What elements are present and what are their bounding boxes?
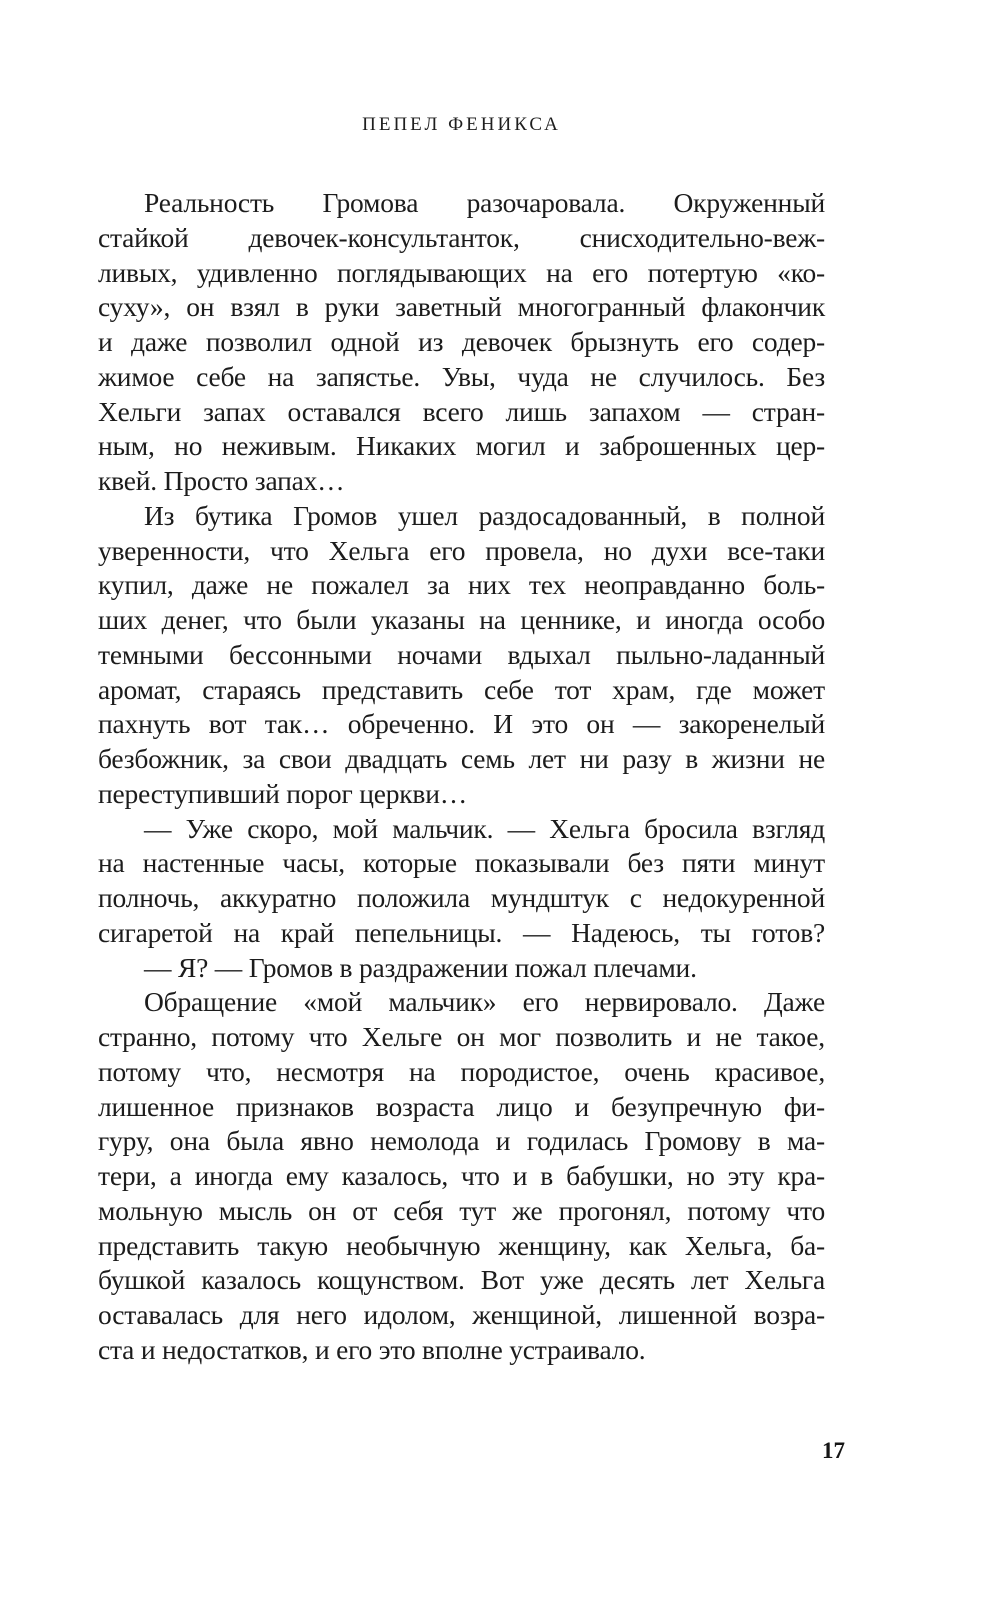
text-line: безбожник, за свои двадцать семь лет ни разу в жизни не: [98, 743, 825, 774]
text-line: пахнуть вот так… обреченно. И это он — закоренелый: [98, 708, 825, 740]
page-body: [98, 186, 825, 1368]
text-line: темными бессонными ночами вдыхал пыльно-ладанный: [98, 638, 825, 670]
paragraph: [98, 186, 825, 499]
text-line: потому что, несмотря на породистое, очень красивое,: [98, 1055, 825, 1087]
text-line: оставалась для него идолом, женщиной, лишенной возра-: [98, 1299, 825, 1330]
text-line: мольную мысль он от себя тут же прогонял, потому что: [98, 1194, 825, 1226]
text-line: стайкой девочек-консультанток, снисходительно-веж-: [98, 221, 825, 253]
text-line: ста и недостатков, и его это вполне устраивало.: [98, 1333, 646, 1365]
running-head: ПЕПЕЛ ФЕНИКСА: [362, 114, 561, 135]
text-line: представить такую необычную женщину, как Хельга, ба-: [98, 1229, 825, 1261]
paragraph: [98, 985, 825, 1367]
text-line: Реальность Громова разочаровала. Окруженный: [144, 187, 825, 218]
text-line: сигаретой на край пепельницы. — Надеюсь, ты готов?: [98, 916, 825, 948]
text-line: ным, но неживым. Никаких могил и заброшенных цер-: [98, 430, 825, 462]
text-line: — Уже скоро, мой мальчик. — Хельга бросила взгляд: [144, 812, 825, 844]
text-line: ливых, удивленно поглядывающих на его потертую «ко-: [98, 256, 825, 288]
text-line: Обращение «мой мальчик» его нервировало. Даже: [144, 986, 825, 1018]
text-line: купил, даже не пожалел за них тех неоправданно боль-: [98, 569, 825, 601]
text-line: Из бутика Громов ушел раздосадованный, в полной: [144, 499, 825, 531]
text-line: и даже позволил одной из девочек брызнуть его содер-: [98, 326, 825, 357]
text-line: суху», он взял в руки заветный многогранный флакончик: [98, 291, 825, 323]
text-line: странно, потому что Хельге он мог позволить и не такое,: [98, 1021, 825, 1052]
text-line: лишенное признаков возраста лицо и безупречную фи-: [98, 1090, 825, 1122]
text-line: жимое себе на запястье. Увы, чуда не случилось. Без: [98, 360, 825, 392]
text-line: квей. Просто запах…: [98, 465, 345, 496]
text-line: аромат, стараясь представить себе тот храм, где может: [98, 673, 825, 705]
text-line: переступивший порог церкви…: [98, 777, 468, 809]
text-line: ших денег, что были указаны на ценнике, и иногда особо: [98, 604, 825, 635]
paragraph: [98, 951, 825, 986]
text-line: тери, а иногда ему казалось, что и в бабушки, но эту кра-: [98, 1160, 825, 1191]
text-line: гуру, она была явно немолода и годилась Громову в ма-: [98, 1125, 825, 1157]
text-line: Хельги запах оставался всего лишь запахом — стран-: [98, 395, 825, 427]
paragraph: [98, 812, 825, 951]
page-number: 17: [822, 1438, 845, 1463]
text-line: бушкой казалось кощунством. Вот уже десять лет Хельга: [98, 1264, 825, 1296]
text-line: — Я? — Громов в раздражении пожал плечами.: [144, 951, 697, 983]
text-line: уверенности, что Хельга его провела, но духи все-таки: [98, 534, 825, 566]
text-line: на настенные часы, которые показывали без пяти минут: [98, 847, 825, 879]
paragraph: [98, 499, 825, 812]
text-line: полночь, аккуратно положила мундштук с недокуренной: [98, 882, 825, 913]
